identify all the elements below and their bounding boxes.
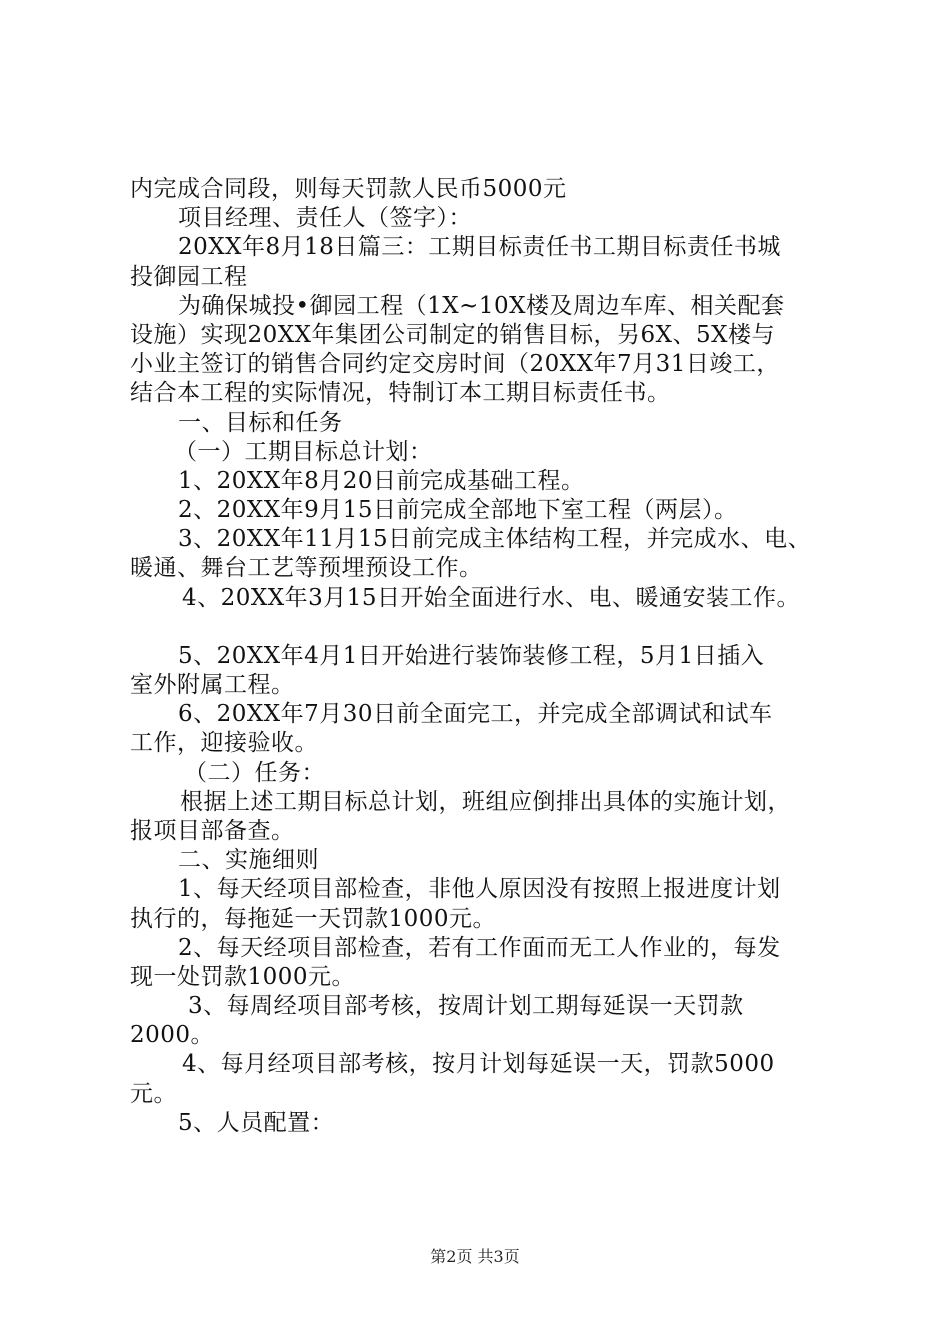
text-line: 小业主签订的销售合同约定交房时间（20XX年7月31日竣工， <box>130 351 780 378</box>
list-item: 4、每月经项目部考核，按月计划每延误一天，罚款5000 <box>182 1051 775 1078</box>
list-item: 1、每天经项目部检查，非他人原因没有按照上报进度计划 <box>178 876 781 903</box>
section-heading: 一、目标和任务 <box>178 409 343 436</box>
page-footer: 第2页 共3页 <box>430 1247 520 1266</box>
text-line: 结合本工程的实际情况，特制订本工期目标责任书。 <box>130 380 671 407</box>
text-line: 执行的，每拖延一天罚款1000元。 <box>130 905 497 932</box>
text-line: 20XX年8月18日篇三：工期目标责任书工期目标责任书城 <box>178 234 781 261</box>
list-item: 2、每天经项目部检查，若有工作面而无工人作业的，每发 <box>178 934 781 961</box>
list-item: 4、20XX年3月15日开始全面进行水、电、暖通安装工作。 <box>182 584 801 611</box>
text-line: 设施）实现20XX年集团公司制定的销售目标，另6X、5X楼与 <box>130 321 776 348</box>
list-item: 6、20XX年7月30日前全面完工，并完成全部调试和试车 <box>178 701 773 728</box>
list-item: 3、每周经项目部考核，按周计划工期每延误一天罚款 <box>188 993 744 1020</box>
subsection-heading: （二）任务： <box>184 759 325 786</box>
text-line: 投御园工程 <box>130 263 248 290</box>
text-line: 根据上述工期目标总计划，班组应倒排出具体的实施计划， <box>180 788 791 815</box>
blank-line <box>130 613 850 642</box>
text-line: 内完成合同段，则每天罚款人民币5000元 <box>130 176 567 202</box>
text-line: 暖通、舞台工艺等预埋预设工作。 <box>130 555 483 582</box>
list-item: 5、20XX年4月1日开始进行装饰装修工程，5月1日插入 <box>178 642 765 669</box>
list-item: 3、20XX年11月15日前完成主体结构工程，并完成水、电、 <box>178 526 812 553</box>
subsection-heading: （一）工期目标总计划： <box>174 438 433 465</box>
text-line: 项目经理、责任人（签字）： <box>178 205 472 232</box>
text-line: 为确保城投•御园工程（1X~10X楼及周边车库、相关配套 <box>178 292 785 319</box>
list-item: 5、人员配置： <box>178 1109 335 1136</box>
document-body <box>130 175 850 1138</box>
text-line: 工作，迎接验收。 <box>130 730 318 757</box>
text-line: 元。 <box>130 1080 177 1107</box>
text-line: 现一处罚款1000元。 <box>130 963 356 990</box>
section-heading: 二、实施细则 <box>178 847 319 874</box>
list-item: 2、20XX年9月15日前完成全部地下室工程（两层）。 <box>178 497 738 524</box>
text-line: 室外附属工程。 <box>130 672 295 698</box>
text-line: 2000。 <box>130 1022 215 1049</box>
text-line: 报项目部备查。 <box>130 817 295 844</box>
list-item: 1、20XX年8月20日前完成基础工程。 <box>178 467 585 494</box>
